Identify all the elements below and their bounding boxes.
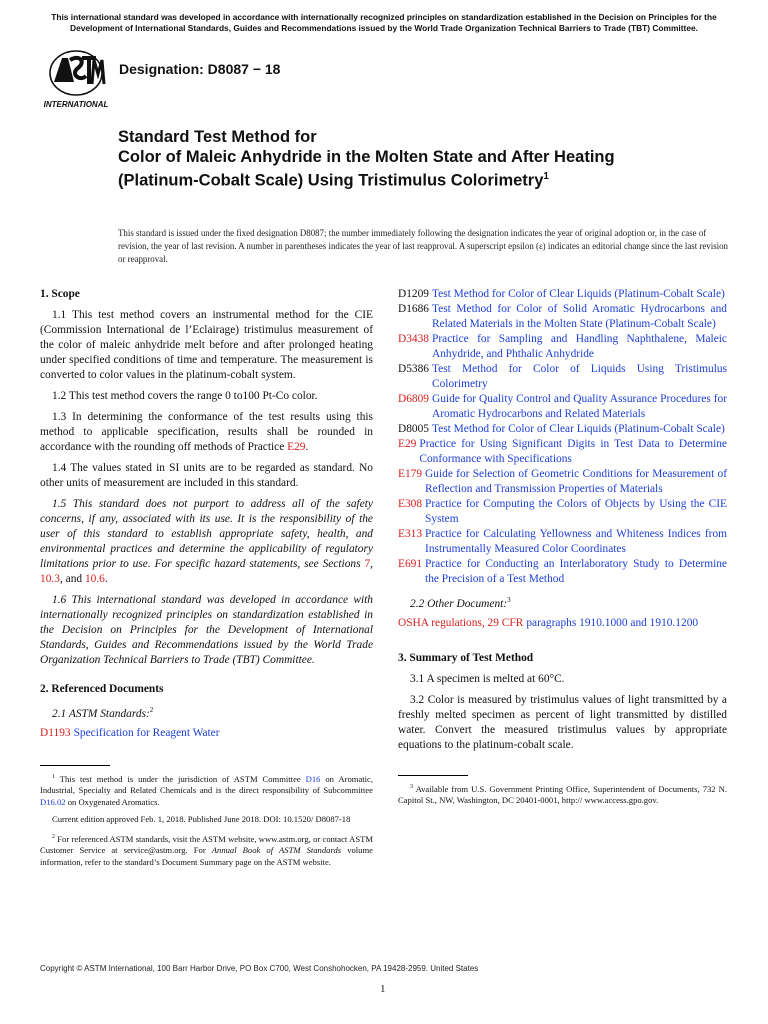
reference-code[interactable]: D5386 [398,363,430,375]
reference-title[interactable]: Practice for Conducting an Interlaboratory Study to Determine the Precision of a Test Method [425,558,727,585]
link-e29[interactable]: E29 [287,441,306,453]
summary-3-1: 3.1 A specimen is melted at 60°C. [410,672,565,685]
scope-1-5 [40,497,373,587]
sep: . [104,573,108,585]
reference-d1193[interactable] [40,726,373,741]
reference-code[interactable]: E179 [398,468,423,480]
reference-code[interactable]: D3438 [398,333,430,345]
reference-d1209[interactable] [398,287,727,302]
fn-text: volume information, refer to the standard’s Document Summary page on the ASTM website. [40,845,373,867]
astm-logo [40,48,112,110]
issued-note: This standard is issued under the fixed designation D8087; the number immediately following the designation indicates the year of original adoption or, in the case of revision, the year of last revision. A number in parentheses indicates the year of last reapproval. A superscript epsilon (ε) indicates an editorial change since the last revision or reapproval. [118,228,728,264]
reference-list [398,287,727,587]
scope-heading: 1. Scope [40,288,80,300]
reference-d6809[interactable] [398,392,727,422]
reference-title[interactable]: Specification for Reagent Water [73,726,220,739]
title-main: Color of Maleic Anhydride in the Molten State and After Heating (Platinum-Cobalt Scale) Using Tristimulus Colorimetry [118,148,615,190]
refdocs-heading: 2. Referenced Documents [40,683,164,695]
reference-title[interactable]: Guide for Quality Control and Quality Assurance Procedures for Aromatic Hydrocarbons and Related Materials [432,393,727,420]
reference-code[interactable]: D1209 [398,288,430,300]
summary-3-2: 3.2 Color is measured by tristimulus values of light transmitted by a freshly melted specimen as percent of light transmitted by distilled water. Convert the measured tristimulus values by appropriate equations to the platinum-cobalt scale. [398,693,727,751]
reference-title[interactable]: Practice for Computing the Colors of Objects by Using the CIE System [425,498,727,525]
footnote-rule [40,765,110,766]
fn-text: on Aromatic, Industrial, Specialty and Related Chemicals and is the direct responsibility of Subcommittee [40,773,373,796]
sep: , [370,558,373,570]
reference-title[interactable]: Practice for Sampling and Handling Naphthalene, Maleic Anhydride, and Phthalic Anhydride [432,333,727,360]
fn-text: For referenced ASTM standards, visit the ASTM website, www.astm.org, or contact ASTM Customer Service at service@astm.org. For [40,833,373,856]
designation: Designation: D8087 − 18 [119,61,281,77]
scope-1-6: 1.6 This international standard was developed in accordance with internationally recognized principles on standardization established in the Decision on Principles for the Development of International Standards, Guides and Recommendations issued by the World Trade Organization Technical Barriers to Trade (TBT) Committee. [40,594,373,666]
reference-code[interactable]: D8005 [398,423,430,435]
reference-code[interactable]: E313 [398,528,423,540]
reference-code[interactable]: E308 [398,498,423,510]
footnote-3 [398,782,727,807]
other-document-label [410,593,727,612]
reference-title[interactable]: paragraphs 1910.1000 and 1910.1200 [526,616,699,629]
document-title [118,127,678,191]
fn-text: This test method is under the jurisdiction of ASTM Committee [59,773,306,784]
fn-text: on Oxygenated Aromatics. [65,796,160,807]
footnote-ref-2: 2 [149,706,154,714]
fn-sup: 3 [410,783,413,790]
reference-d8005[interactable] [398,422,727,437]
left-column [40,287,373,874]
reference-code[interactable]: D1686 [398,303,430,315]
reference-d1686[interactable] [398,302,727,332]
reference-code[interactable]: D6809 [398,393,430,405]
reference-title[interactable]: Practice for Using Significant Digits in Test Data to Determine Conformance with Specifications [419,438,727,465]
reference-e313[interactable] [398,527,727,557]
footnote-2 [40,832,373,868]
reference-e691[interactable] [398,557,727,587]
reference-e308[interactable] [398,497,727,527]
fn-text: Available from U.S. Government Printing Office, Superintendent of Documents, 732 N. Capitol St., NW, Washington, DC 20401-0001, http:// www.access.gpo.gov. [398,783,727,806]
reference-d5386[interactable] [398,362,727,392]
reference-title[interactable]: Practice for Calculating Yellowness and Whiteness Indices from Instrumentally Measured Color Coordinates [425,528,727,555]
scope-1-3-end: . [305,441,309,453]
scope-1-3 [40,410,373,455]
reference-title[interactable]: Test Method for Color of Liquids Using Tristimulus Colorimetry [432,363,727,390]
other-document-text: 2.2 Other Document: [410,597,508,610]
fn-sup: 2 [52,833,55,840]
scope-1-3-text: 1.3 In determining the conformance of the test results using this method to applicable specification, results shall be rounded in accordance with the rounding off methods of Practice [40,411,373,453]
footnote-ref-3: 3 [507,596,511,604]
reference-title[interactable]: Test Method for Color of Clear Liquids (Platinum-Cobalt Scale) [432,423,725,435]
footnote-rule [398,775,468,776]
reference-title[interactable]: Guide for Selection of Geometric Conditions for Measurement of Reflection and Transmission Properties of Materials [425,468,727,495]
scope-1-1: 1.1 This test method covers an instrumental method for the CIE (Commission International de l’Eclairage) tristimulus measurement of the color of maleic anhydride melt before and after prolonged heating under specified conditions of time and temperature. The measurement is converted to color values in the platinum-cobalt system. [40,309,373,381]
link-section-10-3[interactable]: 10.3 [40,573,60,585]
link-d16[interactable]: D16 [305,773,321,784]
reference-title[interactable]: Test Method for Color of Clear Liquids (Platinum-Cobalt Scale) [432,288,725,300]
astm-standards-label [52,703,373,722]
reference-d3438[interactable] [398,332,727,362]
page-number: 1 [380,983,386,995]
footnote-1 [40,772,373,808]
reference-osha[interactable] [398,616,727,631]
fn-sup: 1 [52,773,55,780]
copyright-notice: Copyright © ASTM International, 100 Barr Harbor Drive, PO Box C700, West Conshohocken, PA 19428-2959. United States [40,964,479,973]
logo-text: INTERNATIONAL [43,100,109,109]
reference-e179[interactable] [398,467,727,497]
astm-standards-text: 2.1 ASTM Standards: [52,707,150,720]
title-line-1: Standard Test Method for [118,128,317,146]
reference-title[interactable]: Test Method for Color of Solid Aromatic Hydrocarbons and Related Materials in the Molten State (Platinum-Cobalt Scale) [432,303,727,330]
right-column [398,287,727,813]
reference-code[interactable]: E29 [398,438,417,450]
scope-1-5-text: 1.5 This standard does not purport to address all of the safety concerns, if any, associated with its use. It is the responsibility of the user of this standard to establish appropriate safety, health, and environmental practices and determine the applicability of regulatory limitations prior to use. For specific hazard statements, see Sections [40,498,373,570]
reference-code[interactable]: E691 [398,558,423,570]
title-line-2 [118,147,678,191]
summary-heading: 3. Summary of Test Method [398,651,534,664]
sep: , and [59,573,85,585]
title-footnote-ref: 1 [543,171,549,182]
footnote-1-edition: Current edition approved Feb. 1, 2018. Published June 2018. DOI: 10.1520/ D8087-18 [52,814,351,825]
reference-code[interactable]: D1193 [40,726,71,739]
scope-1-4: 1.4 The values stated in SI units are to be regarded as standard. No other units of measurement are included in this standard. [40,462,373,489]
fn-italic: Annual Book of ASTM Standards [211,845,342,856]
international-standard-notice: This international standard was developed in accordance with internationally recognized principles on standardization established in the Decision on Principles for the Development of International Standards, Guides and Recommendations issued by the World Trade Organization Technical Barriers to Trade (TBT) Committee. [51,12,717,33]
link-section-7[interactable]: 7 [364,558,371,570]
reference-code[interactable]: OSHA regulations, 29 CFR [398,616,524,629]
link-section-10-6[interactable]: 10.6 [84,573,105,585]
reference-e29[interactable] [398,437,727,467]
link-d16-02[interactable]: D16.02 [40,796,66,807]
scope-1-2: 1.2 This test method covers the range 0 to100 Pt-Co color. [52,390,318,402]
